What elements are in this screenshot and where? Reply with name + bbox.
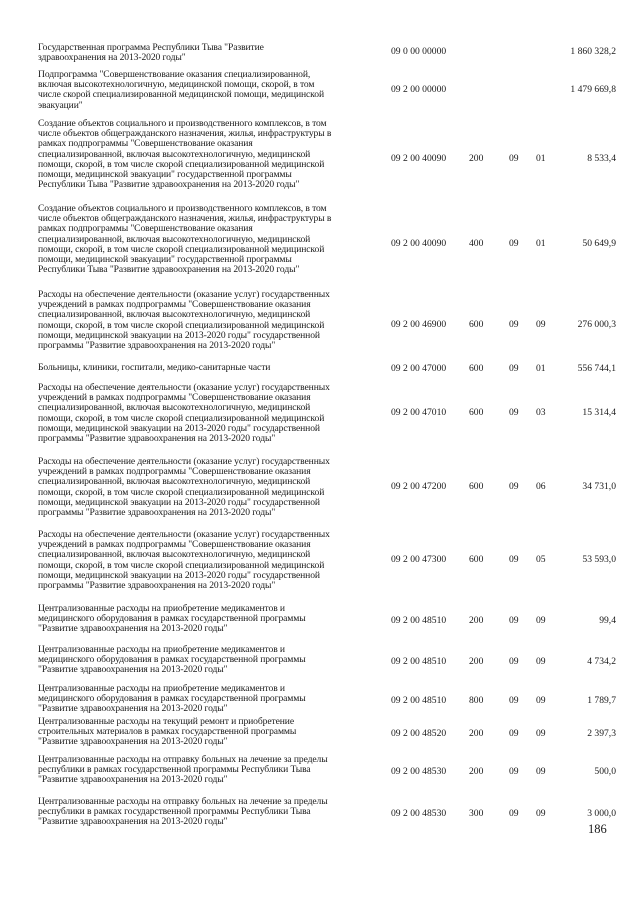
row-subsection: 01 (536, 363, 546, 374)
row-amount: 50 649,9 (582, 238, 616, 249)
row-amount: 556 744,1 (577, 363, 616, 374)
row-description: Больницы, клиники, госпитали, медико-санитарные части (38, 362, 271, 373)
page-number: 186 (588, 822, 607, 836)
row-section: 09 (509, 238, 519, 249)
row-description: Централизованные расходы на отправку больных на лечение за пределы республики в рамках государственной программы Республики Тыва "Развитие здравоохранения на 2013-2020 годы" (38, 796, 328, 828)
row-subsection: 09 (536, 656, 546, 667)
row-amount: 276 000,3 (577, 319, 616, 330)
row-description: Подпрограмма "Совершенствование оказания специализированной, включая высокотехнологичную, медицинской помощи, скорой, в том числе скорой специализированной медицинской помощи, медицинской эвакуации" (38, 69, 324, 111)
row-amount: 34 731,0 (582, 481, 616, 492)
row-code: 09 2 00 40090 (391, 238, 447, 249)
row-code: 09 0 00 00000 (391, 46, 447, 57)
row-subsection: 09 (536, 766, 546, 777)
row-description: Централизованные расходы на приобретение медикаментов и медицинского оборудования в рамках государственной программы "Развитие здравоохранения на 2013-2020 годы" (38, 644, 306, 676)
row-amount: 3 000,0 (587, 808, 616, 819)
row-amount: 1 860 328,2 (570, 46, 616, 57)
row-amount: 8 533,4 (587, 153, 616, 164)
row-expense-type: 200 (469, 153, 484, 164)
row-description: Создание объектов социального и производственного комплексов, в том числе объектов общегражданского назначения, жилья, инфраструктуры в рамках подпрограммы "Совершенствование оказания специализированной, включая высокотехнологичную, медицинской помощи, скорой, в том числе скорой специализированной медицинской помощи, медицинской эвакуации" государственной программы Республики Тыва "Развитие здравоохранения на 2013-2020 годы" (38, 203, 332, 276)
row-amount: 15 314,4 (582, 407, 616, 418)
row-code: 09 2 00 48510 (391, 656, 447, 667)
row-expense-type: 200 (469, 728, 484, 739)
row-subsection: 09 (536, 615, 546, 626)
row-section: 09 (509, 319, 519, 330)
row-subsection: 03 (536, 407, 546, 418)
row-section: 09 (509, 615, 519, 626)
row-code: 09 2 00 48510 (391, 615, 447, 626)
row-description: Расходы на обеспечение деятельности (оказание услуг) государственных учреждений в рамках подпрограммы "Совершенствование оказания специализированной, включая высокотехнологичную, медицинской помощи, скорой, в том числе скорой специализированной медицинской помощи, медицинской эвакуации на 2013-2020 годы" государственной программы "Развитие здравоохранения на 2013-2020 годы" (38, 289, 330, 352)
row-section: 09 (509, 481, 519, 492)
row-subsection: 06 (536, 481, 546, 492)
row-expense-type: 300 (469, 808, 484, 819)
row-subsection: 09 (536, 319, 546, 330)
row-code: 09 2 00 47000 (391, 363, 447, 374)
row-section: 09 (509, 554, 519, 565)
row-description: Расходы на обеспечение деятельности (оказание услуг) государственных учреждений в рамках подпрограммы "Совершенствование оказания специализированной, включая высокотехнологичную, медицинской помощи, скорой, в том числе скорой специализированной медицинской помощи, медицинской эвакуации на 2013-2020 годы" государственной программы "Развитие здравоохранения на 2013-2020 годы" (38, 529, 330, 592)
row-code: 09 2 00 47300 (391, 554, 447, 565)
row-description: Расходы на обеспечение деятельности (оказание услуг) государственных учреждений в рамках подпрограммы "Совершенствование оказания специализированной, включая высокотехнологичную, медицинской помощи, скорой, в том числе скорой специализированной медицинской помощи, медицинской эвакуации на 2013-2020 годы" государственной программы "Развитие здравоохранения на 2013-2020 годы" (38, 382, 330, 445)
row-expense-type: 200 (469, 766, 484, 777)
row-amount: 500,0 (594, 766, 616, 777)
row-subsection: 09 (536, 695, 546, 706)
row-code: 09 2 00 46900 (391, 319, 447, 330)
row-expense-type: 600 (469, 407, 484, 418)
row-amount: 99,4 (599, 615, 616, 626)
row-section: 09 (509, 695, 519, 706)
row-description: Централизованные расходы на приобретение медикаментов и медицинского оборудования в рамках государственной программы "Развитие здравоохранения на 2013-2020 годы" (38, 683, 306, 715)
row-subsection: 09 (536, 728, 546, 739)
row-section: 09 (509, 656, 519, 667)
row-description: Централизованные расходы на приобретение медикаментов и медицинского оборудования в рамках государственной программы "Развитие здравоохранения на 2013-2020 годы" (38, 603, 306, 635)
row-description: Централизованные расходы на отправку больных на лечение за пределы республики в рамках государственной программы Республики Тыва "Развитие здравоохранения на 2013-2020 годы" (38, 754, 328, 786)
row-code: 09 2 00 48520 (391, 728, 447, 739)
row-expense-type: 600 (469, 481, 484, 492)
row-section: 09 (509, 728, 519, 739)
row-amount: 2 397,3 (587, 728, 616, 739)
row-amount: 1 789,7 (587, 695, 616, 706)
row-subsection: 01 (536, 238, 546, 249)
row-expense-type: 400 (469, 238, 484, 249)
row-subsection: 05 (536, 554, 546, 565)
row-code: 09 2 00 00000 (391, 84, 447, 95)
row-code: 09 2 00 48510 (391, 695, 447, 706)
row-subsection: 09 (536, 808, 546, 819)
row-description: Государственная программа Республики Тыва "Развитие здравоохранения на 2013-2020 годы" (38, 42, 264, 64)
row-section: 09 (509, 808, 519, 819)
row-expense-type: 200 (469, 656, 484, 667)
row-amount: 53 593,0 (582, 554, 616, 565)
row-expense-type: 600 (469, 319, 484, 330)
row-expense-type: 800 (469, 695, 484, 706)
row-subsection: 01 (536, 153, 546, 164)
row-description: Создание объектов социального и производственного комплексов, в том числе объектов общегражданского назначения, жилья, инфраструктуры в рамках подпрограммы "Совершенствование оказания специализированной, включая высокотехнологичную, медицинской помощи, скорой, в том числе скорой специализированной медицинской помощи, медицинской эвакуации" государственной программы Республики Тыва "Развитие здравоохранения на 2013-2020 годы" (38, 118, 332, 191)
row-section: 09 (509, 766, 519, 777)
row-code: 09 2 00 40090 (391, 153, 447, 164)
row-section: 09 (509, 407, 519, 418)
row-description: Централизованные расходы на текущий ремонт и приобретение строительных материалов в рамках государственной программы "Развитие здравоохранения на 2013-2020 годы" (38, 716, 297, 748)
row-code: 09 2 00 48530 (391, 766, 447, 777)
row-code: 09 2 00 48530 (391, 808, 447, 819)
row-expense-type: 200 (469, 615, 484, 626)
row-code: 09 2 00 47200 (391, 481, 447, 492)
row-amount: 4 734,2 (587, 656, 616, 667)
row-expense-type: 600 (469, 363, 484, 374)
row-expense-type: 600 (469, 554, 484, 565)
row-section: 09 (509, 153, 519, 164)
row-section: 09 (509, 363, 519, 374)
row-amount: 1 479 669,8 (570, 84, 616, 95)
row-code: 09 2 00 47010 (391, 407, 447, 418)
row-description: Расходы на обеспечение деятельности (оказание услуг) государственных учреждений в рамках подпрограммы "Совершенствование оказания специализированной, включая высокотехнологичную, медицинской помощи, скорой, в том числе скорой специализированной медицинской помощи, медицинской эвакуации на 2013-2020 годы" государственной программы "Развитие здравоохранения на 2013-2020 годы" (38, 456, 330, 519)
